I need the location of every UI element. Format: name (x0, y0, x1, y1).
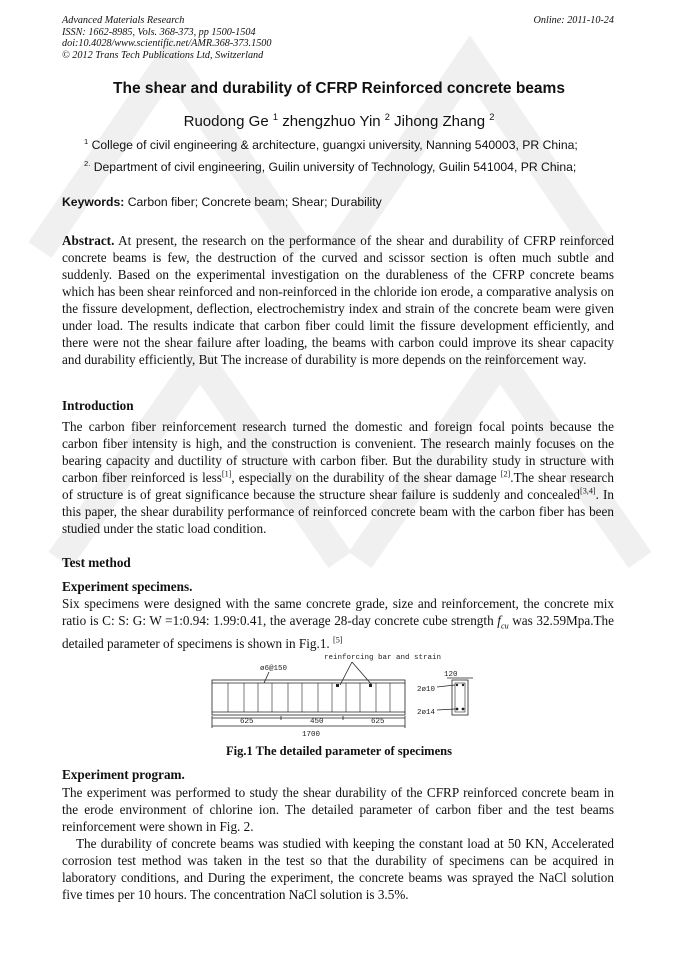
author-name: Ruodong Ge (183, 113, 269, 130)
citation: [5] (333, 635, 343, 645)
author-name: Jihong Zhang (394, 113, 486, 130)
affiliation-mark: 1 (84, 136, 89, 146)
figure-beam-reinforcement (206, 652, 492, 742)
program-paragraph: The experiment was performed to study the shear durability of the CFRP reinforced concrete beam in the erode environment of chlorine ion. The detailed parameter of carbon fiber and the test beams reinforcement were shown in Fig. 2. (62, 785, 614, 834)
figure-label-top-bar: 2ø10 (417, 686, 436, 694)
figure-label-stirrup: ø6@150 (260, 665, 288, 673)
journal-name: Advanced Materials Research (62, 15, 185, 26)
subsection-heading-specimens: Experiment specimens. (62, 579, 193, 594)
issn-line: ISSN: 1662-8985, Vols. 368-373, pp 1500-1504 (62, 26, 256, 38)
journal-header (62, 15, 614, 61)
abstract (62, 232, 614, 368)
intro-text: .The shear research of structure is of great significance because the structure shear failure is suddenly and concealed (62, 470, 615, 502)
figure-label-width: 120 (444, 671, 458, 679)
program-paragraph: The durability of concrete beams was studied with keeping the constant load at 50 KN, Accelerated corrosion test method was taken in the test so that the durability of specimens can be acquired in laboratory conditions, and During the experiment, the concrete beams was sprayed the NaCl solution five times per 10 hours. The concentration NaCl solution is 3.5%. (62, 836, 614, 902)
figure-caption: Fig.1 The detailed parameter of specimens (226, 744, 452, 758)
affiliation-text: College of civil engineering & architecture, guangxi university, Nanning 540003, PR China; (91, 138, 578, 152)
keywords-text: Carbon fiber; Concrete beam; Shear; Durability (127, 195, 382, 209)
intro-text: . In this paper, the shear durability performance of reinforced concrete beam with the carbon fiber has been studied under the static load condition. (62, 487, 614, 536)
strength-subscript: cu (500, 621, 509, 631)
citation: [1] (221, 469, 232, 479)
abstract-label: Abstract. (62, 233, 115, 248)
author-affil-mark: 1 (272, 112, 279, 122)
doi-line: doi:10.4028/www.scientific.net/AMR.368-373.1500 (62, 38, 272, 50)
subsection-heading-program: Experiment program. (62, 767, 185, 782)
introduction-paragraph (62, 418, 614, 537)
figure-dim-left: 625 (240, 718, 254, 726)
citation: [2] (500, 469, 511, 479)
figure-dim-mid: 450 (310, 718, 324, 726)
author-affil-mark: 2 (489, 112, 495, 122)
abstract-text: At present, the research on the performance of the shear and durability of CFRP reinforced concrete beams is few, the destruction of the curved and scissor section is often much subtle and suddenly. Based on the experimental investigation on the durableness of the CFRP concrete beams which has been shear reinforced and non-reinforced in the chloride ion erode, a comparative analysis on the fissure development, deflection, electrochemistry index and strain of the concrete beam were given under load. The results indicate that carbon fiber could limit the fissure development efficiently, and there were not the shear failure after loading, the beams with carbon could improve its shear capacity and durability efficiently, But The increase of durability is more depends on the reinforcement way. (62, 233, 614, 367)
figure-dim-total: 1700 (302, 731, 321, 739)
keywords (62, 195, 382, 209)
citation: [3,4] (579, 486, 596, 496)
affiliation (84, 160, 576, 174)
figure-dim-right: 625 (371, 718, 385, 726)
copyright-line: © 2012 Trans Tech Publications Ltd, Switzerland (62, 49, 264, 61)
affiliation-text: Department of civil engineering, Guilin university of Technology, Guilin 541004, PR China; (93, 160, 577, 174)
paper-title: The shear and durability of CFRP Reinforced concrete beams (113, 80, 565, 97)
strength-symbol: f (497, 613, 501, 628)
affiliation (84, 138, 578, 152)
section-heading-introduction: Introduction (62, 398, 134, 413)
specimens-paragraph (62, 595, 614, 652)
keywords-label: Keywords: (62, 195, 125, 209)
figure-label-top: reinforcing bar and strain (324, 654, 442, 662)
section-heading-test-method: Test method (62, 555, 131, 570)
specimens-text: Six specimens were designed with the same concrete grade, size and reinforcement, the concrete mix ratio is C: S: G: W =1:0.94: 1.99:0.41, the average 28-day concrete cube strength (62, 596, 614, 628)
affiliation-mark: 2. (84, 158, 91, 168)
intro-text: , especially on the durability of the shear damage (231, 470, 501, 485)
specimens-text: was 32.59Mpa.The detailed parameter of specimens is shown in Fig.1. (62, 613, 615, 651)
intro-text: The carbon fiber reinforcement research turned the domestic and foreign focal points because the carbon fiber intensity is high, and the construction is convenient. The research mainly focuses on the bearing capacity and ductility of structure with carbon fiber. But the durability study in structure with carbon fiber reinforced is less (62, 419, 614, 485)
author-affil-mark: 2 (384, 112, 390, 122)
author-name: zhengzhuo Yin (282, 113, 381, 130)
online-date: Online: 2011-10-24 (533, 15, 614, 26)
author-list (0, 113, 678, 130)
figure-label-bottom-bar: 2ø14 (417, 709, 436, 717)
